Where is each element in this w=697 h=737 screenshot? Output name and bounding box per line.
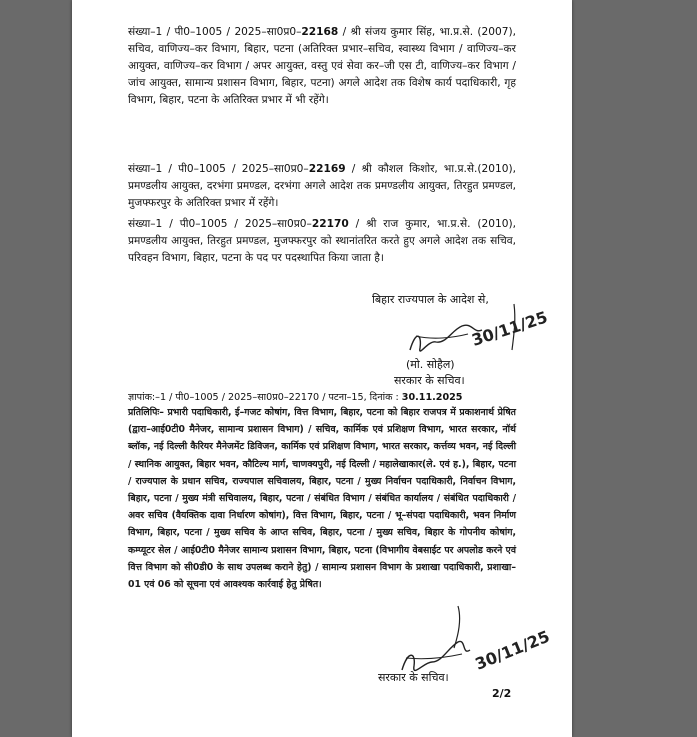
memo-date: 30.11.2025 [401,392,463,403]
signatory-title-2: सरकार के सचिव। [378,671,449,684]
paragraph-3-body: / श्री राज कुमार, भा.प्र.से. (2010), प्रमण्डलीय आयुक्त, तिरहुत प्रमण्डल, मुजफ्फरपुर को स्थानांतरित करते हुए अगले आदेश तक सचिव, परिवहन विभाग, बिहार, पटना के पद पर पदस्थापित किया जाता है। [128,218,516,264]
paragraph-3-number: 22170 [311,218,349,230]
paragraph-1-number: 22168 [301,26,339,38]
paragraph-3-ref: संख्या–1 / पी0–1005 / 2025–सा0प्र0– [128,218,312,230]
paragraph-2-body: / श्री कौशल किशोर, भा.प्र.से.(2010), प्रमण्डलीय आयुक्त, दरभंगा प्रमण्डल, दरभंगा अगले आदेश तक प्रमण्डलीय आयुक्त, तिरहुत प्रमण्डल, मुजफ्फरपुर के अतिरिक्त प्रभार में रहेंगे। [128,163,516,209]
signatory-name: (मो. सोहैल) [406,358,455,371]
signature-1-date: 30/11/25 [469,307,550,350]
page-number: 2/2 [492,687,512,700]
order-line: बिहार राज्यपाल के आदेश से, [372,293,489,306]
paragraph-1-ref: संख्या–1 / पी0–1005 / 2025–सा0प्र0– [128,26,302,38]
document-page [72,0,572,737]
signatory-title: सरकार के सचिव। [394,374,465,387]
paragraph-2-ref: संख्या–1 / पी0–1005 / 2025–सा0प्र0– [128,163,309,175]
paragraph-1-body: / श्री संजय कुमार सिंह, भा.प्र.से. (2007), सचिव, वाणिज्य–कर विभाग, बिहार, पटना (अतिरिक्त प्रभार–सचिव, स्वास्थ्य विभाग / वाणिज्य–कर आयुक्त, वाणिज्य–कर विभाग / अपर आयुक्त, वस्तु एवं सेवा कर–जी एस टी, वाणिज्य–कर विभाग / जांच आयुक्त, सामान्य प्रशासन विभाग, बिहार, पटना) अगले आदेश तक विशेष कार्य पदाधिकारी, गृह विभाग, बिहार, पटना के अतिरिक्त प्रभार में भी रहेंगे। [128,26,516,106]
signature-2-date: 30/11/25 [472,626,553,674]
paragraph-2-number: 22169 [308,163,346,175]
memo-ref: ज्ञापांक:–1 / पी0–1005 / 2025–सा0प्र0–22170 / पटना–15, दिनांक : [128,392,399,403]
memo-reference [128,391,528,405]
paragraph-1 [128,24,516,109]
copy-paragraph: प्रतिलिपिः– प्रभारी पदाधिकारी, ई–गजट कोषांग, वित्त विभाग, बिहार, पटना को बिहार राजपत्र में प्रकाशनार्थ प्रेषित (द्वारा–आई0टी0 मैनेजर, सामान्य प्रशासन विभाग) / सचिव, कार्मिक एवं प्रशिक्षण विभाग, भारत सरकार, नॉर्थ ब्लॉक, नई दिल्ली कैरियर मैनेजमेंट डिविजन, कार्मिक एवं प्रशिक्षण विभाग, भारत सरकार, कर्त्तव्य भवन, नई दिल्ली / स्थानिक आयुक्त, बिहार भवन, कौटिल्य मार्ग, चाणक्यपुरी, नई दिल्ली / महालेखाकार(ले. एवं ह.), बिहार, पटना / राज्यपाल के प्रधान सचिव, राज्यपाल सचिवालय, बिहार, पटना / मुख्य निर्वाचन पदाधिकारी, निर्वाचन विभाग, बिहार, पटना / मुख्य मंत्री सचिवालय, बिहार, पटना / संबंधित विभाग / संबंधित कार्यालय / संबंधित पदाधिकारी / अवर सचिव (वैयक्तिक दावा निर्धारण कोषांग), वित्त विभाग, बिहार, पटना / भू–संपदा पदाधिकारी, भवन निर्माण विभाग, बिहार, पटना / मुख्य सचिव के आप्त सचिव, बिहार, पटना / मुख्य सचिव, बिहार के गोपनीय कोषांग, कम्प्यूटर सेल / आई0टी0 मैनेजर सामान्य प्रशासन विभाग, बिहार, पटना (विभागीय वेबसाईट पर अपलोड करने एवं वित्त विभाग को सी0डी0 के साथ उपलब्ध कराने हेतु) / सामान्य प्रशासन विभाग के प्रशाखा पदाधिकारी, प्रशाखा–01 एवं 06 को सूचना एवं आवश्यक कार्रवाई हेतु प्रेषित। [128,407,516,591]
paragraph-3 [128,216,516,267]
paragraph-2 [128,161,516,212]
